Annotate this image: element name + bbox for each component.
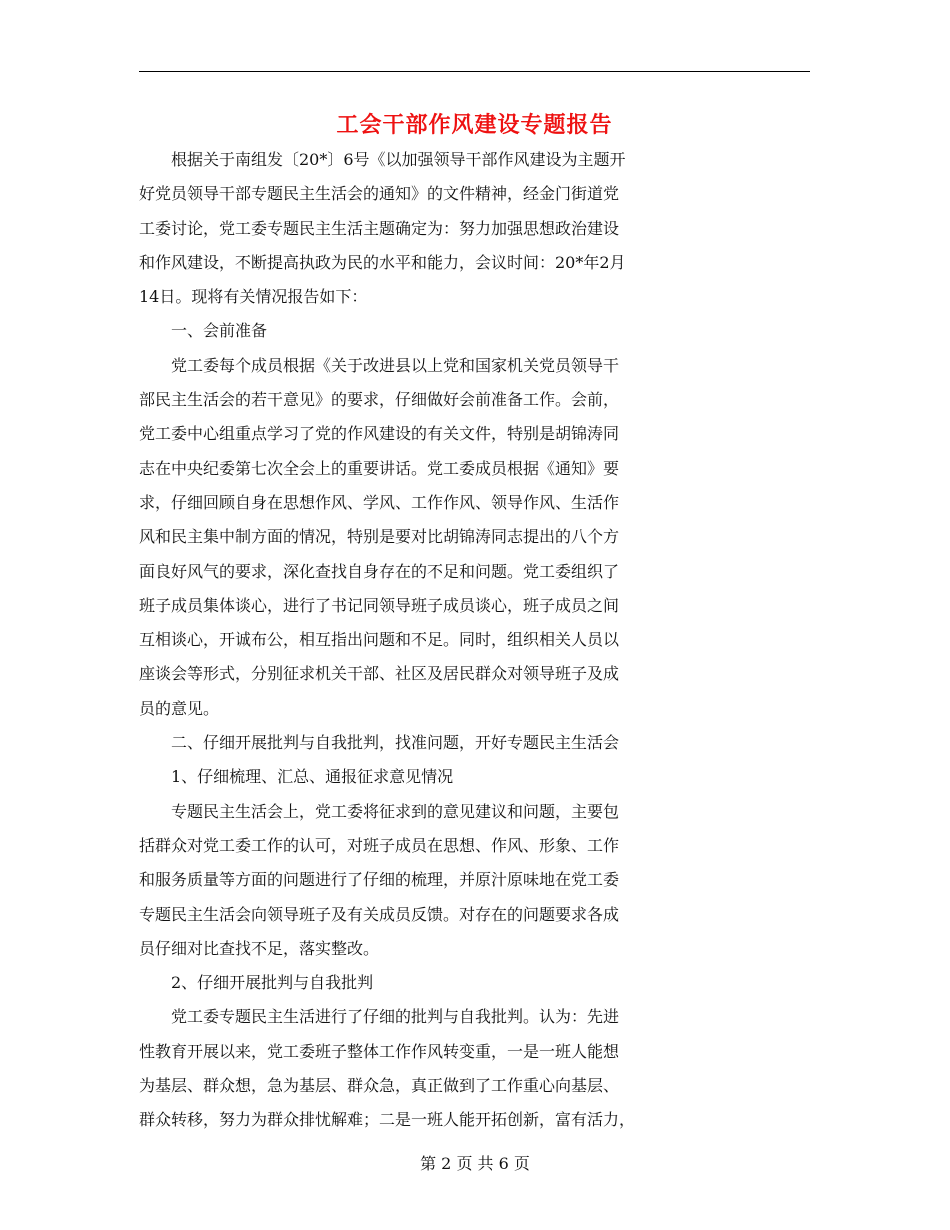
- body-line: 员仔细对比查找不足，落实整改。: [139, 938, 380, 958]
- body-line: 专题民主生活会向领导班子及有关成员反馈。对存在的问题要求各成: [139, 904, 620, 924]
- header-rule: [139, 71, 810, 72]
- subsection-heading: 2、仔细开展批判与自我批判: [139, 973, 374, 993]
- body-line: 党工委每个成员根据《关于改进县以上党和国家机关党员领导干: [139, 355, 620, 375]
- document-title: 工会干部作风建设专题报告: [336, 112, 613, 138]
- body-line: 好党员领导干部专题民主生活会的通知》的文件精神，经金门街道党: [139, 184, 620, 204]
- section-heading: 一、会前准备: [139, 321, 268, 341]
- body-line: 和服务质量等方面的问题进行了仔细的梳理，并原汁原味地在党工委: [139, 870, 620, 890]
- body-line: 员的意见。: [139, 698, 220, 718]
- body-line: 根据关于南组发〔20*〕6号《以加强领导干部作风建设为主题开: [139, 150, 626, 169]
- body-line: 工委讨论，党工委专题民主生活主题确定为：努力加强思想政治建设: [139, 218, 620, 238]
- body-line: 党工委中心组重点学习了党的作风建设的有关文件，特别是胡锦涛同: [139, 424, 620, 444]
- body-line: 互相谈心，开诚布公，相互指出问题和不足。同时，组织相关人员以: [139, 630, 620, 650]
- page-footer: 第 2 页 共 6 页: [420, 1154, 530, 1173]
- body-line: 面良好风气的要求，深化查找自身存在的不足和问题。党工委组织了: [139, 561, 620, 581]
- document-body: [139, 147, 810, 1142]
- body-line: 性教育开展以来，党工委班子整体工作作风转变重，一是一班人能想: [139, 1041, 620, 1061]
- body-line: 部民主生活会的若干意见》的要求，仔细做好会前准备工作。会前，: [139, 390, 620, 410]
- body-line: 14日。现将有关情况报告如下：: [139, 287, 368, 307]
- body-line: 专题民主生活会上，党工委将征求到的意见建议和问题，主要包: [139, 801, 620, 821]
- body-line: 求，仔细回顾自身在思想作风、学风、工作作风、领导作风、生活作: [139, 492, 620, 512]
- body-line: 和作风建设，不断提高执政为民的水平和能力，会议时间：20*年2月: [139, 252, 626, 272]
- body-line: 座谈会等形式，分别征求机关干部、社区及居民群众对领导班子及成: [139, 664, 620, 684]
- body-line: 班子成员集体谈心，进行了书记同领导班子成员谈心，班子成员之间: [139, 595, 620, 615]
- body-line: 括群众对党工委工作的认可，对班子成员在思想、作风、形象、工作: [139, 835, 620, 855]
- body-line: 志在中央纪委第七次全会上的重要讲话。党工委成员根据《通知》要: [139, 458, 620, 478]
- body-line: 群众转移，努力为群众排忧解难；二是一班人能开拓创新，富有活力，: [139, 1110, 636, 1130]
- body-line: 风和民主集中制方面的情况，特别是要对比胡锦涛同志提出的八个方: [139, 527, 620, 547]
- body-line: 为基层、群众想，急为基层、群众急，真正做到了工作重心向基层、: [139, 1076, 620, 1096]
- body-line: 党工委专题民主生活进行了仔细的批判与自我批判。认为：先进: [139, 1007, 620, 1027]
- subsection-heading: 1、仔细梳理、汇总、通报征求意见情况: [139, 767, 454, 787]
- section-heading: 二、仔细开展批判与自我批判，找准问题，开好专题民主生活会: [139, 733, 620, 753]
